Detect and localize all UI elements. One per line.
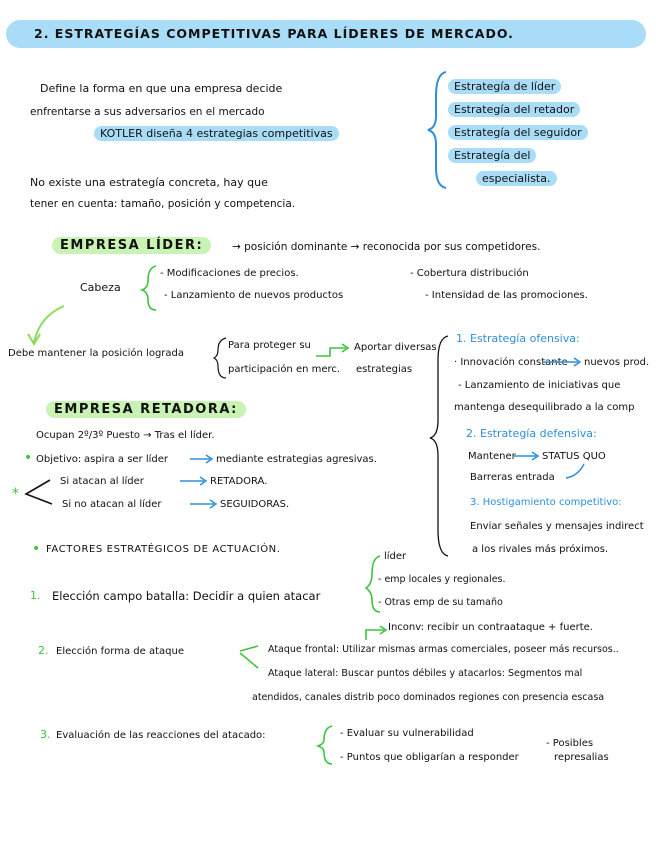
offensive-line-1b: nuevos prod. [584, 357, 650, 368]
factors-bullet: • [32, 541, 41, 557]
factor-3-c1: - Posibles [546, 738, 594, 749]
factor-1-opt-1: líder [384, 551, 407, 562]
if-attack: Si atacan al líder [60, 476, 144, 487]
protect-line-2: participación en merc. [228, 364, 341, 375]
offensive-title: 1. Estrategía ofensiva: [456, 332, 580, 345]
factor-3-brace [318, 726, 332, 764]
strategy-specialist-text-2: especialista. [476, 171, 557, 186]
strategies-brace [428, 72, 446, 188]
harassment-line-2: a los rivales más próximos. [472, 544, 609, 555]
goal-method: mediante estrategias agresivas. [216, 454, 377, 465]
defensive-line-2: Barreras entrada [470, 472, 555, 483]
leader-item-4: - Intensidad de las promociones. [425, 290, 588, 301]
seguidoras-label: SEGUIDORAS. [220, 499, 290, 510]
strategy-leader-text: Estrategía de líder [448, 79, 561, 94]
strategy-specialist-text-1: Estrategía del [448, 148, 536, 163]
barriers-arrow [566, 464, 584, 478]
protect-brace [214, 338, 226, 378]
goal-bullet: • [24, 450, 33, 466]
factor-1-brace [366, 556, 380, 612]
note-line-2: tener en cuenta: tamaño, posición y competencia. [30, 198, 296, 210]
intro-line-1: Define la forma en que una empresa decide [40, 82, 283, 95]
page-title: 2. ESTRATEGÍAS COMPETITIVAS PARA LÍDERES DE MERCADO. [34, 26, 514, 41]
retadora-label: RETADORA. [210, 476, 268, 487]
challenger-occupy: Ocupan 2º/3º Puesto → Tras el líder. [36, 430, 215, 441]
factor-1-opt-2: - emp locales y regionales. [378, 574, 506, 585]
leader-heading-text: EMPRESA LÍDER: [52, 237, 211, 254]
defensive-line-1b: STATUS QUO [542, 451, 606, 462]
goal-text: aspira a ser líder [84, 454, 169, 465]
factor-2-front: Ataque frontal: Utilizar mismas armas comerciales, poseer más recursos.. [268, 644, 619, 655]
offensive-line-1: · Innovación constante [454, 357, 568, 368]
leader-item-3: - Lanzamiento de nuevos productos [164, 290, 344, 301]
provide-line-2: estrategias [356, 364, 413, 375]
defensive-line-1: Mantener [468, 451, 516, 462]
intro-line-2: enfrentarse a sus adversarios en el mercado [30, 106, 265, 118]
factor-2-inconv: Inconv: recibir un contraataque + fuerte. [388, 622, 593, 633]
leader-item-1: - Modificaciones de precios. [160, 268, 299, 279]
factor-2-lateral-1: Ataque lateral: Buscar puntos débiles y atacarlos: Segmentos mal [268, 668, 583, 679]
strategy-follower-text: Estrategía del seguidor [448, 125, 588, 140]
factor-1-text: Elección campo batalla: Decidir a quien atacar [52, 589, 321, 603]
cabeza-brace [142, 266, 156, 310]
factor-2-number: 2. [38, 644, 49, 657]
provide-line-1: Aportar diversas [354, 342, 437, 353]
offensive-line-2: - Lanzamiento de iniciativas que [458, 380, 621, 391]
factor-3-b: - Puntos que obligarían a responder [340, 752, 519, 763]
defensive-title: 2. Estrategía defensiva: [466, 427, 597, 440]
note-line-1: No existe una estrategía concreta, hay que [30, 176, 268, 189]
right-strategies-brace [430, 336, 448, 556]
strategy-challenger-text: Estrategía del retador [448, 102, 580, 117]
if-not-attack: Si no atacan al líder [62, 499, 162, 510]
leader-desc: → posición dominante → reconocida por sus competidores. [232, 241, 541, 253]
harassment-title: 3. Hostigamiento competitivo: [470, 497, 622, 508]
split-lines [26, 480, 52, 504]
kotler-text: KOTLER diseña 4 estrategias competitivas [94, 126, 339, 141]
factors-heading: FACTORES ESTRATÉGICOS DE ACTUACIÓN. [46, 544, 281, 555]
factor-3-c2: represalias [554, 752, 609, 763]
leader-item-2: - Cobertura distribución [410, 268, 529, 279]
challenger-heading-text: EMPRESA RETADORA: [46, 401, 246, 418]
maintain-label: Debe mantener la posición lograda [8, 348, 185, 359]
factor-2-split [240, 646, 258, 668]
factor-3-number: 3. [40, 728, 51, 741]
factor-3-a: - Evaluar su vulnerabilidad [340, 728, 474, 739]
protect-arrow [316, 348, 346, 356]
harassment-line-1: Enviar señales y mensajes indirect [470, 521, 644, 532]
cabeza-label: Cabeza [80, 281, 121, 294]
star-icon: * [12, 486, 19, 502]
protect-line-1: Para proteger su [228, 340, 311, 351]
goal-label: Objetivo: [36, 454, 82, 465]
factor-2-text: Elección forma de ataque [56, 646, 184, 657]
offensive-line-3: mantenga desequilibrado a la comp [454, 402, 635, 413]
factor-3-text: Evaluación de las reacciones del atacado: [56, 730, 266, 741]
factor-1-number: 1. [30, 589, 41, 602]
factor-1-opt-3: - Otras emp de su tamaño [378, 597, 503, 608]
factor-2-lateral-2: atendidos, canales distrib poco dominados regiones con presencia escasa [252, 692, 605, 703]
factor-2-inconv-arrow [366, 630, 384, 640]
